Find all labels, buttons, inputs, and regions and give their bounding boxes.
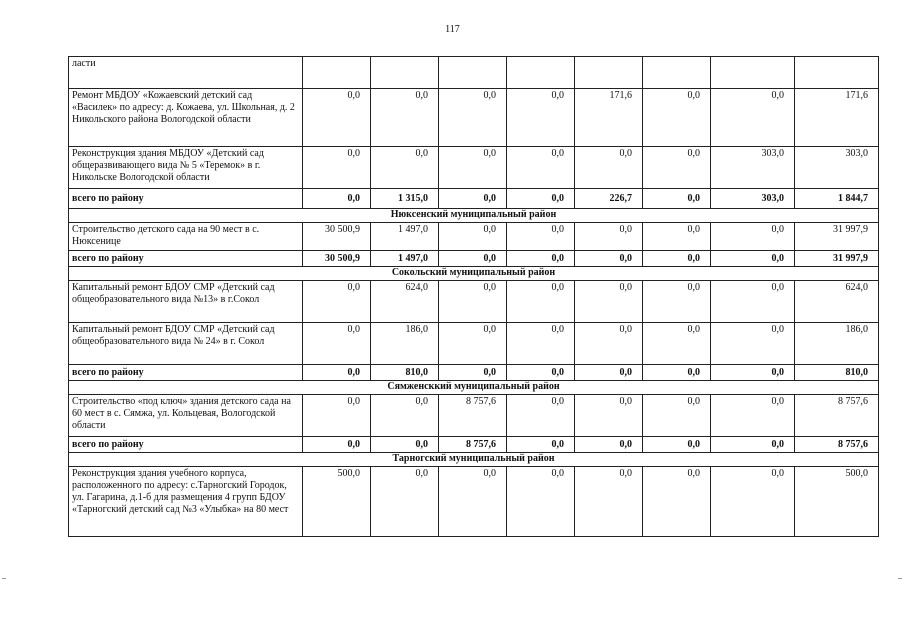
row-syamzha-construction [69,395,879,437]
value-cell-col8: 31 997,9 [795,223,879,251]
row-total-nikolsky [69,189,879,209]
value-cell-col4: 0,0 [507,251,575,267]
value-cell-col8 [795,57,879,89]
value-cell-col3: 0,0 [439,223,507,251]
value-cell-col5: 0,0 [575,437,643,453]
item-description: ласти [69,57,303,89]
value-cell-col5 [575,57,643,89]
value-cell-col3: 0,0 [439,251,507,267]
value-cell-col3: 0,0 [439,323,507,365]
value-cell-col8: 8 757,6 [795,395,879,437]
value-cell-col7: 0,0 [711,323,795,365]
value-cell-col1: 30 500,9 [303,223,371,251]
value-cell-col6: 0,0 [643,189,711,209]
value-cell-col7: 303,0 [711,189,795,209]
row-sokol-kindergarten-24 [69,323,879,365]
row-teremok-reconstruction [69,147,879,189]
value-cell-col7: 303,0 [711,147,795,189]
value-cell-col1: 30 500,9 [303,251,371,267]
value-cell-col7: 0,0 [711,467,795,537]
value-cell-col2: 0,0 [371,89,439,147]
value-cell-col6 [643,57,711,89]
value-cell-col6: 0,0 [643,251,711,267]
item-description: Строительство «под ключ» здания детского сада на 60 мест в с. Сямжа, ул. Кольцевая, Вологодской области [69,395,303,437]
value-cell-col1: 0,0 [303,437,371,453]
value-cell-col4: 0,0 [507,395,575,437]
value-cell-col8: 500,0 [795,467,879,537]
value-cell-col7: 0,0 [711,89,795,147]
value-cell-col4 [507,57,575,89]
value-cell-col6: 0,0 [643,437,711,453]
value-cell-col5: 0,0 [575,251,643,267]
row-total-nyuksensky [69,251,879,267]
value-cell-col1: 0,0 [303,281,371,323]
value-cell-col4: 0,0 [507,323,575,365]
item-description: Реконструкция здания учебного корпуса, расположенного по адресу: с.Тарногский Городок, ул. Гагарина, д.1-б для размещения 4 групп БДОУ «Тарногский детский сад №3 «Улыбка» на 80 мест [69,467,303,537]
value-cell-col5: 0,0 [575,467,643,537]
value-cell-col4: 0,0 [507,437,575,453]
scan-edge-mark-right [898,578,902,579]
value-cell-col8: 8 757,6 [795,437,879,453]
value-cell-col4: 0,0 [507,223,575,251]
value-cell-col8: 31 997,9 [795,251,879,267]
total-label: всего по району [69,437,303,453]
section-sokolsky [69,267,879,281]
section-title: Сокольский муниципальный район [69,267,879,281]
value-cell-col1 [303,57,371,89]
value-cell-col5: 0,0 [575,395,643,437]
value-cell-col2: 1 497,0 [371,223,439,251]
value-cell-col6: 0,0 [643,281,711,323]
item-description: Ремонт МБДОУ «Кожаевский детский сад «Василек» по адресу: д. Кожаева, ул. Школьная, д. 2 Никольского района Вологодской области [69,89,303,147]
value-cell-col5: 0,0 [575,365,643,381]
value-cell-col7 [711,57,795,89]
value-cell-col2: 0,0 [371,437,439,453]
value-cell-col4: 0,0 [507,147,575,189]
section-title: Нюксенский муниципальный район [69,209,879,223]
value-cell-col3 [439,57,507,89]
row-total-syamzhensky [69,437,879,453]
row-continuation [69,57,879,89]
value-cell-col2: 186,0 [371,323,439,365]
item-description: Капитальный ремонт БДОУ СМР «Детский сад общеобразовательного вида № 24» в г. Сокол [69,323,303,365]
value-cell-col8: 171,6 [795,89,879,147]
value-cell-col2: 0,0 [371,395,439,437]
value-cell-col1: 0,0 [303,189,371,209]
value-cell-col4: 0,0 [507,89,575,147]
total-label: всего по району [69,189,303,209]
row-total-sokolsky [69,365,879,381]
value-cell-col7: 0,0 [711,223,795,251]
section-nyuksensky [69,209,879,223]
value-cell-col3: 0,0 [439,147,507,189]
section-title: Тарногский муниципальный район [69,453,879,467]
value-cell-col7: 0,0 [711,437,795,453]
value-cell-col6: 0,0 [643,147,711,189]
value-cell-col1: 0,0 [303,147,371,189]
value-cell-col7: 0,0 [711,251,795,267]
item-description: Строительство детского сада на 90 мест в с. Нюксенице [69,223,303,251]
value-cell-col8: 303,0 [795,147,879,189]
value-cell-col5: 226,7 [575,189,643,209]
value-cell-col6: 0,0 [643,223,711,251]
row-sokol-kindergarten-13 [69,281,879,323]
total-label: всего по району [69,365,303,381]
value-cell-col4: 0,0 [507,189,575,209]
row-nyuksenitsa-construction [69,223,879,251]
value-cell-col2: 810,0 [371,365,439,381]
section-syamzhensky [69,381,879,395]
row-tarnogsky-reconstruction [69,467,879,537]
value-cell-col1: 0,0 [303,89,371,147]
value-cell-col8: 810,0 [795,365,879,381]
value-cell-col8: 186,0 [795,323,879,365]
value-cell-col2: 624,0 [371,281,439,323]
value-cell-col6: 0,0 [643,89,711,147]
value-cell-col3: 0,0 [439,467,507,537]
value-cell-col7: 0,0 [711,365,795,381]
budget-table [68,56,879,537]
value-cell-col5: 171,6 [575,89,643,147]
page-number: 117 [445,24,460,35]
value-cell-col2: 0,0 [371,467,439,537]
value-cell-col4: 0,0 [507,281,575,323]
value-cell-col8: 624,0 [795,281,879,323]
value-cell-col3: 8 757,6 [439,437,507,453]
value-cell-col3: 0,0 [439,281,507,323]
value-cell-col6: 0,0 [643,467,711,537]
value-cell-col6: 0,0 [643,323,711,365]
value-cell-col3: 0,0 [439,365,507,381]
section-tarnogsky [69,453,879,467]
value-cell-col3: 0,0 [439,89,507,147]
value-cell-col4: 0,0 [507,467,575,537]
scan-edge-mark-left [2,578,6,579]
value-cell-col7: 0,0 [711,281,795,323]
value-cell-col1: 0,0 [303,365,371,381]
value-cell-col1: 0,0 [303,323,371,365]
value-cell-col6: 0,0 [643,365,711,381]
value-cell-col2: 1 315,0 [371,189,439,209]
item-description: Капитальный ремонт БДОУ СМР «Детский сад общеобразовательного вида №13» в г.Сокол [69,281,303,323]
value-cell-col2: 1 497,0 [371,251,439,267]
value-cell-col4: 0,0 [507,365,575,381]
value-cell-col2: 0,0 [371,147,439,189]
item-description: Реконструкция здания МБДОУ «Детский сад общеразвивающего вида № 5 «Теремок» в г. Никольске Вологодской области [69,147,303,189]
value-cell-col7: 0,0 [711,395,795,437]
value-cell-col5: 0,0 [575,281,643,323]
section-title: Сямженсккий муниципальный район [69,381,879,395]
row-kozhaevsky-repair [69,89,879,147]
value-cell-col1: 0,0 [303,395,371,437]
value-cell-col5: 0,0 [575,223,643,251]
value-cell-col1: 500,0 [303,467,371,537]
value-cell-col8: 1 844,7 [795,189,879,209]
value-cell-col3: 8 757,6 [439,395,507,437]
value-cell-col5: 0,0 [575,147,643,189]
value-cell-col2 [371,57,439,89]
value-cell-col3: 0,0 [439,189,507,209]
value-cell-col5: 0,0 [575,323,643,365]
total-label: всего по району [69,251,303,267]
value-cell-col6: 0,0 [643,395,711,437]
